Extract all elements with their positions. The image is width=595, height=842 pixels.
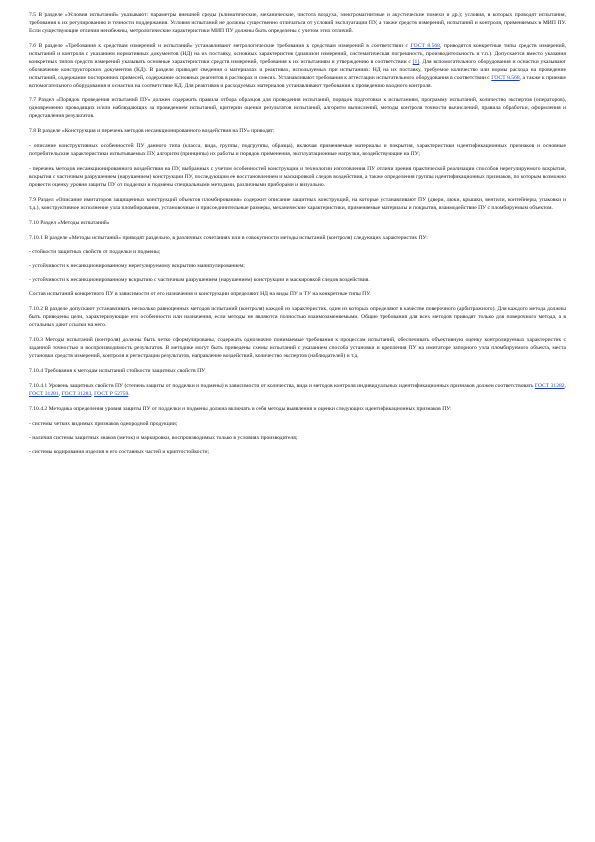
paragraph-7-6 (29, 43, 566, 91)
document-body (29, 12, 566, 463)
list-item-protective-marks: - наличия системы защитных знаков (меток) и маркировки, воспроизводимых только в условиях производителя; (29, 434, 298, 441)
list-item-methods: - перечень методов несанкционированного воздействия на ПУ, выбранных с учетом особенностей конструкции и технологии изготовления ПУ отличи зрения практической реализации способов нерегулируемого вскрытия, вскрытия с частичным разрушением (нарушением) конструкции ПУ, последующим ее восстановлением и маскировкой следов воздействия, а также определения группы идентификационных признаков, по которым возможно провести оценку уровня защиты ПУ от подделки и подмены специальными методами, различными приборами и визуально. (29, 166, 566, 188)
paragraph-7-10-3: 7.10.3 Методы испытаний (контроля) должны быть четко сформулированы, содержать однозначно понимаемые требования к процессам испытаний, обеспечивать объективную оценку контролируемых характеристик с заданной точностью и воспроизводимость результатов. В методике могут быть приведены схемы испытаний с указанием способа установки и крепления ПУ на имитаторе запорного узла пломбируемого объекта, места установки средств измерений, контроля и регистрации результатов, направление воздействий, количество экспертов (наблюдателей) и т.д. (29, 337, 566, 360)
list-item-resistance: - стойкости защитных свойств от подделки и подмены; (29, 248, 161, 255)
list-item-coding-system: - системы кодирования изделия и его составных частей и криптостойкости; (29, 448, 210, 455)
paragraph-7-7: 7.7 Раздел «Порядок проведения испытаний ПУ» должен содержать правила отбора образцов для проведения испытаний, порядок подготовки к испытаниям, программу испытаний, количество экспертов (операторов), одновременно проводящих и/или наблюдающих за проведением испытаний, критерии оценки результатов испытаний, алгоритм вычислений, методы контроля точности вычислений, правила обработки, оформления и представления результатов. (29, 97, 566, 120)
list-item-opening: - устойчивости к несанкционированному нерегулируемому вскрытию манипулированием; (29, 262, 245, 269)
list-item-destruction: - устойчивости к несанкционированному вскрытию с частичным разрушением (нарушением) конструкции и маскировкой следов воздействия. (29, 276, 370, 283)
link-gost-31283[interactable]: ГОСТ 31283 (61, 390, 92, 397)
list-item-visible-features: - системы четких видимых признаков однородной продукции; (29, 420, 178, 427)
link-gost-r-52759[interactable]: ГОСТ Р 52759 (94, 390, 129, 397)
paragraph-7-10-4-1 (29, 383, 566, 399)
paragraph-composition: Состав испытаний конкретного ПУ в зависимости от его назначения и конструкции определяют НД на виды ПУ и ТУ на конкретные типы ПУ. (29, 291, 371, 298)
text-segment: . (128, 390, 130, 397)
link-separator: , (564, 382, 567, 389)
list-item-construction: - описание конструктивных особенностей ПУ данного типа (класса, вида, группы, подгруппы, образца), включая применяемые материалы и покрытия, характеристики идентификационных признаков и основные потребительские характеристики испытываемых ПУ, алгоритм (принципы) их работы и порядок применения, эксплуатационные нагрузки, воздействующие на ПУ; (29, 143, 566, 158)
text-segment: , приводятся конкретные типы средств измерений, испытаний и контроля с указанием нормативных документов (НД) на их поставку, основных характеристик (диапазон измерений, систематическая погрешность, производительность и т.п.). Допускается вместо указания конкретных типов средств измерений указывать основные характеристики средств измерений, требования к их испытаниям и утверждению в соответствии с (29, 42, 566, 65)
paragraph-7-9: 7.9 Раздел «Описание имитаторов защищенных конструкций объектов пломбирования» содержит описание защитных конструкций, на которые устанавливают ПУ (двери, люки, крышки, вентили, контейнеры, упаковки и т.д.), конструктивное исполнение узла пломбирования, установочные и присоединительные размеры, механические характеристики, применяемые материалы и покрытия, взаимодействие ПУ с пломбируемым объектом. (29, 196, 566, 211)
paragraph-7-10-1: 7.10.1 В разделе «Методы испытаний» приводят раздельно, в различных сочетаниях или в совокупности методы испытаний (контроля) следующих характеристик ПУ: (29, 234, 428, 241)
link-gost-8-568[interactable]: ГОСТ 8.568 (491, 74, 520, 81)
paragraph-7-8: 7.8 В разделе «Конструкция и перечень методов несанкционированного воздействия на ПУ» приводят: (29, 128, 275, 135)
section-heading-7-10-4: 7.10.4 Требования к методам испытаний стойкости защитных свойств ПУ (29, 368, 206, 374)
text-segment: 7.6 В разделе «Требования к средствам измерений и испытаний» устанавливают метрологические требования к средствам измерений в соответствии с (29, 42, 411, 49)
text-segment: , а также к приемке вспомогательного оборудования и оснастки на соответствие КД. Для реактивов и расходуемых материалов устанавливают требования к проведению входного контроля. (29, 74, 566, 89)
link-reference-1[interactable]: [1] (412, 58, 420, 65)
section-heading-7-10: 7.10 Раздел «Методы испытаний» (29, 219, 110, 226)
link-separator: , (91, 390, 95, 397)
paragraph-7-10-2: 7.10.2 В разделе допускают устанавливать несколько равноценных методов испытаний (контроля) каждой из характеристик, один из которых определяют в качестве поверочного (арбитражного). Для каждого метода должны быть приведены цели, характеризующие его особенности или назначения, если методы не являются полностью взаимозаменяемыми. Общие требования для всех методов приводят только для поверочного метода, а в остальных дают ссылки на него. (29, 306, 566, 329)
paragraph-7-10-4-2: 7.10.4.2 Методика определения уровня защиты ПУ от подделки и подмены должна включать в себя методы выявления и оценки следующих идентификационных признаков ПУ: (29, 405, 452, 412)
link-gost-31281[interactable]: ГОСТ 31281 (29, 390, 59, 397)
link-gost-8-568[interactable]: ГОСТ 8.568 (410, 42, 440, 49)
paragraph-7-5: 7.5 В разделе «Условия испытаний» указывают: параметры внешней среды (климатические, механические, чистота воздуха, электромагнитные и акустические помехи и др.); условия, в которых проводят испытания, требования к их регулированию и точности поддержания. Условия испытаний не должны существенно отличаться от условий эксплуатации ПУ, а также средств измерений, испытаний и контроля, применяемых в МИП ПУ. Если существующие отличия неизбежны, метрологические характеристики МИП ПУ должны быть определены с учетом этих отличий. (29, 12, 566, 34)
link-separator: , (58, 390, 62, 397)
text-segment: 7.10.4.1 Уровень защитных свойств ПУ (степень защиты от подделки и подмены) в зависимости от количества, вида и методов контроля индивидуальных идентификационных признаков должен соответствовать (29, 382, 535, 389)
text-segment: . Для вспомогательного оборудования и оснастки указывают обозначение конструкторских документов (КД). В разделе приводят сведения о материалах и реактивах, используемых при испытаниях: НД на их поставку, требуемое количество или нормы расхода на проведение испытаний, содержание посторонних примесей, содержание основных реагентов в растворах и смесях. Устанавливают требования к аттестации испытательного оборудования в соответствии с (29, 58, 566, 81)
link-gost-31282[interactable]: ГОСТ 31282 (534, 382, 565, 389)
